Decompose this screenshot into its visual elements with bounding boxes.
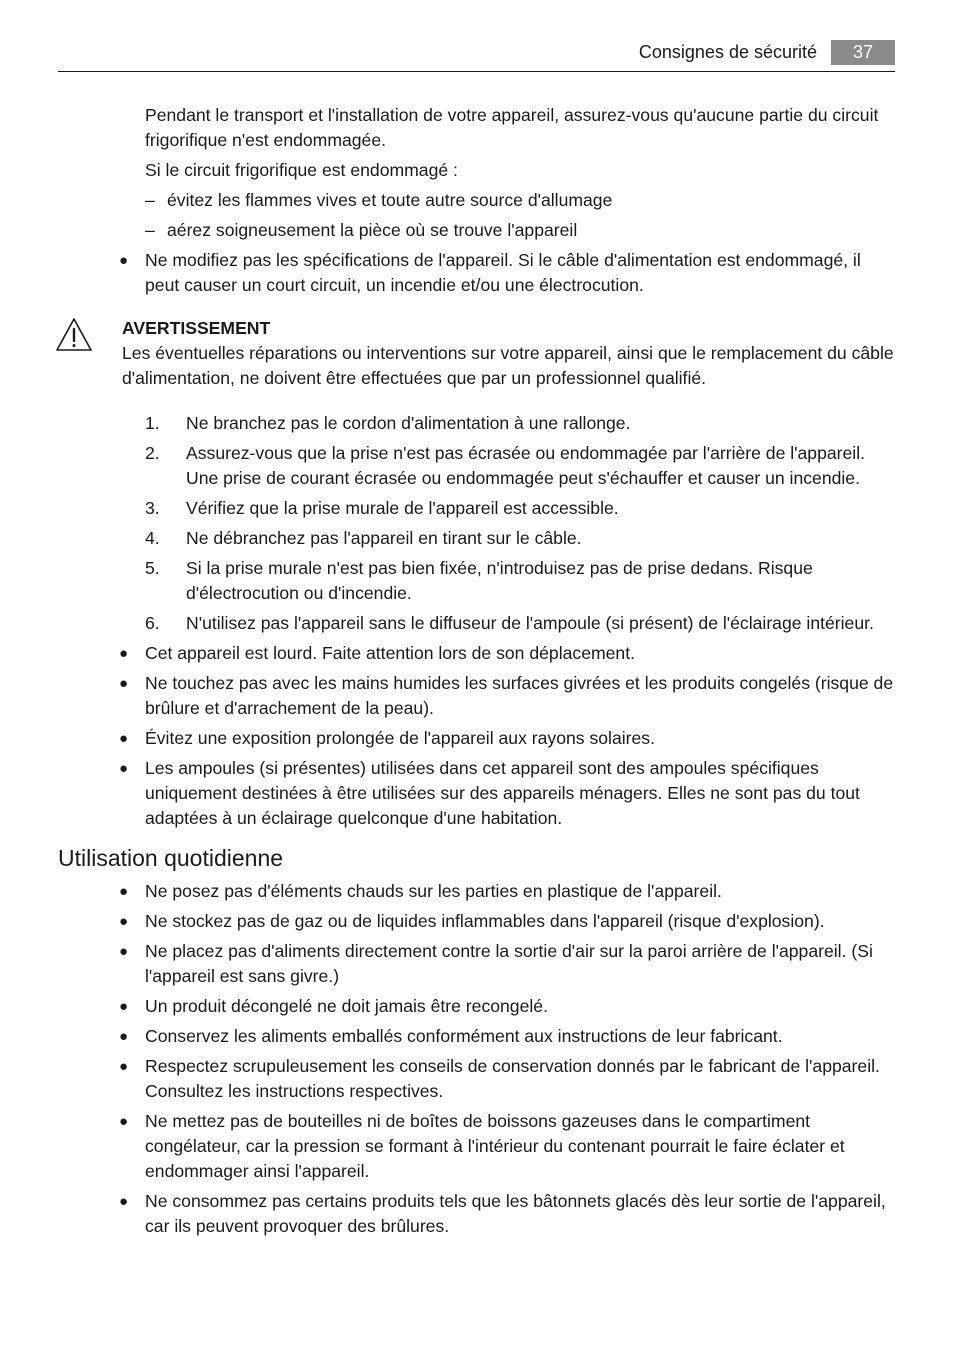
warning-title: AVERTISSEMENT	[122, 318, 271, 338]
item-number: 1.	[145, 413, 160, 433]
numbered-item-text: Si la prise murale n'est pas bien fixée, n'introduisez pas de prise dedans. Risque d'électrocution ou d'incendie.	[186, 558, 813, 603]
header-title: Consignes de sécurité	[638, 42, 817, 62]
page-number: 37	[831, 40, 895, 65]
dash-item	[0, 188, 895, 213]
dash-item	[0, 218, 895, 243]
item-number: 4.	[145, 528, 160, 548]
dash-marker: –	[145, 190, 155, 210]
warning-triangle-icon	[55, 317, 93, 353]
bullet-marker: ●	[119, 998, 129, 1015]
bullet-text: Ne modifiez pas les spécifications de l'appareil. Si le câble d'alimentation est endommagé, il peut causer un court circuit, un incendie et/ou une électrocution.	[145, 250, 861, 295]
numbered-item	[0, 526, 895, 551]
warning-box	[0, 316, 895, 391]
bullet-marker: ●	[119, 913, 129, 930]
bullet-item	[0, 1024, 895, 1049]
bullet-item	[0, 641, 895, 666]
bullet-item	[0, 248, 895, 298]
bullet-text: Respectez scrupuleusement les conseils de conservation donnés par le fabricant de l'appareil. Consultez les instructions respectives.	[145, 1056, 880, 1101]
page-header	[58, 38, 895, 72]
numbered-item-text: N'utilisez pas l'appareil sans le diffuseur de l'ampoule (si présent) de l'éclairage intérieur.	[186, 613, 874, 633]
bullet-item	[0, 1189, 895, 1239]
dash-marker: –	[145, 220, 155, 240]
bullet-item	[0, 1054, 895, 1104]
numbered-item-text: Ne branchez pas le cordon d'alimentation à une rallonge.	[186, 413, 631, 433]
numbered-item	[0, 611, 895, 636]
bullet-item	[0, 994, 895, 1019]
item-number: 2.	[145, 443, 160, 463]
bullet-marker: ●	[119, 1058, 129, 1075]
item-number: 6.	[145, 613, 160, 633]
bullet-text: Évitez une exposition prolongée de l'appareil aux rayons solaires.	[145, 728, 655, 748]
bullet-text: Cet appareil est lourd. Faite attention lors de son déplacement.	[145, 643, 635, 663]
bullet-marker: ●	[119, 645, 129, 662]
bullet-marker: ●	[119, 1193, 129, 1210]
bullet-item	[0, 939, 895, 989]
numbered-item-text: Assurez-vous que la prise n'est pas écrasée ou endommagée par l'arrière de l'appareil. Une prise de courant écrasée ou endommagée peut s'échauffer et causer un incendie.	[186, 443, 866, 488]
bullet-text: Les ampoules (si présentes) utilisées dans cet appareil sont des ampoules spécifiques uniquement destinées à être utilisées sur des appareils ménagers. Elles ne sont pas du tout adaptées à un éclairage quelconque d'une habitation.	[145, 758, 860, 828]
item-number: 3.	[145, 498, 160, 518]
numbered-item-text: Ne débranchez pas l'appareil en tirant sur le câble.	[186, 528, 582, 548]
bullet-text: Ne mettez pas de bouteilles ni de boîtes de boissons gazeuses dans le compartiment congélateur, car la pression se formant à l'intérieur du contenant pourrait le faire éclater et endommager ainsi l'appareil.	[145, 1111, 845, 1181]
bullet-item	[0, 1109, 895, 1184]
bullet-item	[0, 726, 895, 751]
bullet-text: Un produit décongelé ne doit jamais être recongelé.	[145, 996, 548, 1016]
bullet-marker: ●	[119, 943, 129, 960]
numbered-item-text: Vérifiez que la prise murale de l'appareil est accessible.	[186, 498, 619, 518]
intro-paragraph: Si le circuit frigorifique est endommagé :	[145, 160, 458, 180]
bullet-text: Ne placez pas d'aliments directement contre la sortie d'air sur la paroi arrière de l'appareil. (Si l'appareil est sans givre.)	[145, 941, 873, 986]
dash-item-text: évitez les flammes vives et toute autre source d'allumage	[167, 190, 613, 210]
bullet-item	[0, 671, 895, 721]
bullet-text: Ne posez pas d'éléments chauds sur les parties en plastique de l'appareil.	[145, 881, 722, 901]
intro-paragraph: Pendant le transport et l'installation de votre appareil, assurez-vous qu'aucune partie du circuit frigorifique n'est endommagée.	[145, 105, 879, 150]
bullet-item	[0, 879, 895, 904]
item-number: 5.	[145, 558, 160, 578]
numbered-item	[0, 441, 895, 491]
bullet-text: Ne consommez pas certains produits tels que les bâtonnets glacés dès leur sortie de l'appareil, car ils peuvent provoquer des brûlures.	[145, 1191, 886, 1236]
bullet-item	[0, 756, 895, 831]
bullet-marker: ●	[119, 730, 129, 747]
bullet-marker: ●	[119, 1028, 129, 1045]
numbered-item	[0, 496, 895, 521]
warning-text: Les éventuelles réparations ou interventions sur votre appareil, ainsi que le remplacement du câble d'alimentation, ne doivent être effectuées que par un professionnel qualifié.	[122, 343, 894, 388]
dash-item-text: aérez soigneusement la pièce où se trouve l'appareil	[167, 220, 578, 240]
numbered-item	[0, 556, 895, 606]
bullet-marker: ●	[119, 883, 129, 900]
bullet-marker: ●	[119, 252, 129, 269]
bullet-text: Ne stockez pas de gaz ou de liquides inflammables dans l'appareil (risque d'explosion).	[145, 911, 825, 931]
numbered-item	[0, 411, 895, 436]
section-heading: Utilisation quotidienne	[58, 845, 284, 871]
bullet-marker: ●	[119, 760, 129, 777]
bullet-marker: ●	[119, 1113, 129, 1130]
bullet-marker: ●	[119, 675, 129, 692]
bullet-text: Conservez les aliments emballés conformément aux instructions de leur fabricant.	[145, 1026, 783, 1046]
bullet-text: Ne touchez pas avec les mains humides les surfaces givrées et les produits congelés (risque de brûlure et d'arrachement de la peau).	[145, 673, 894, 718]
page-content	[0, 103, 954, 1244]
bullet-item	[0, 909, 895, 934]
